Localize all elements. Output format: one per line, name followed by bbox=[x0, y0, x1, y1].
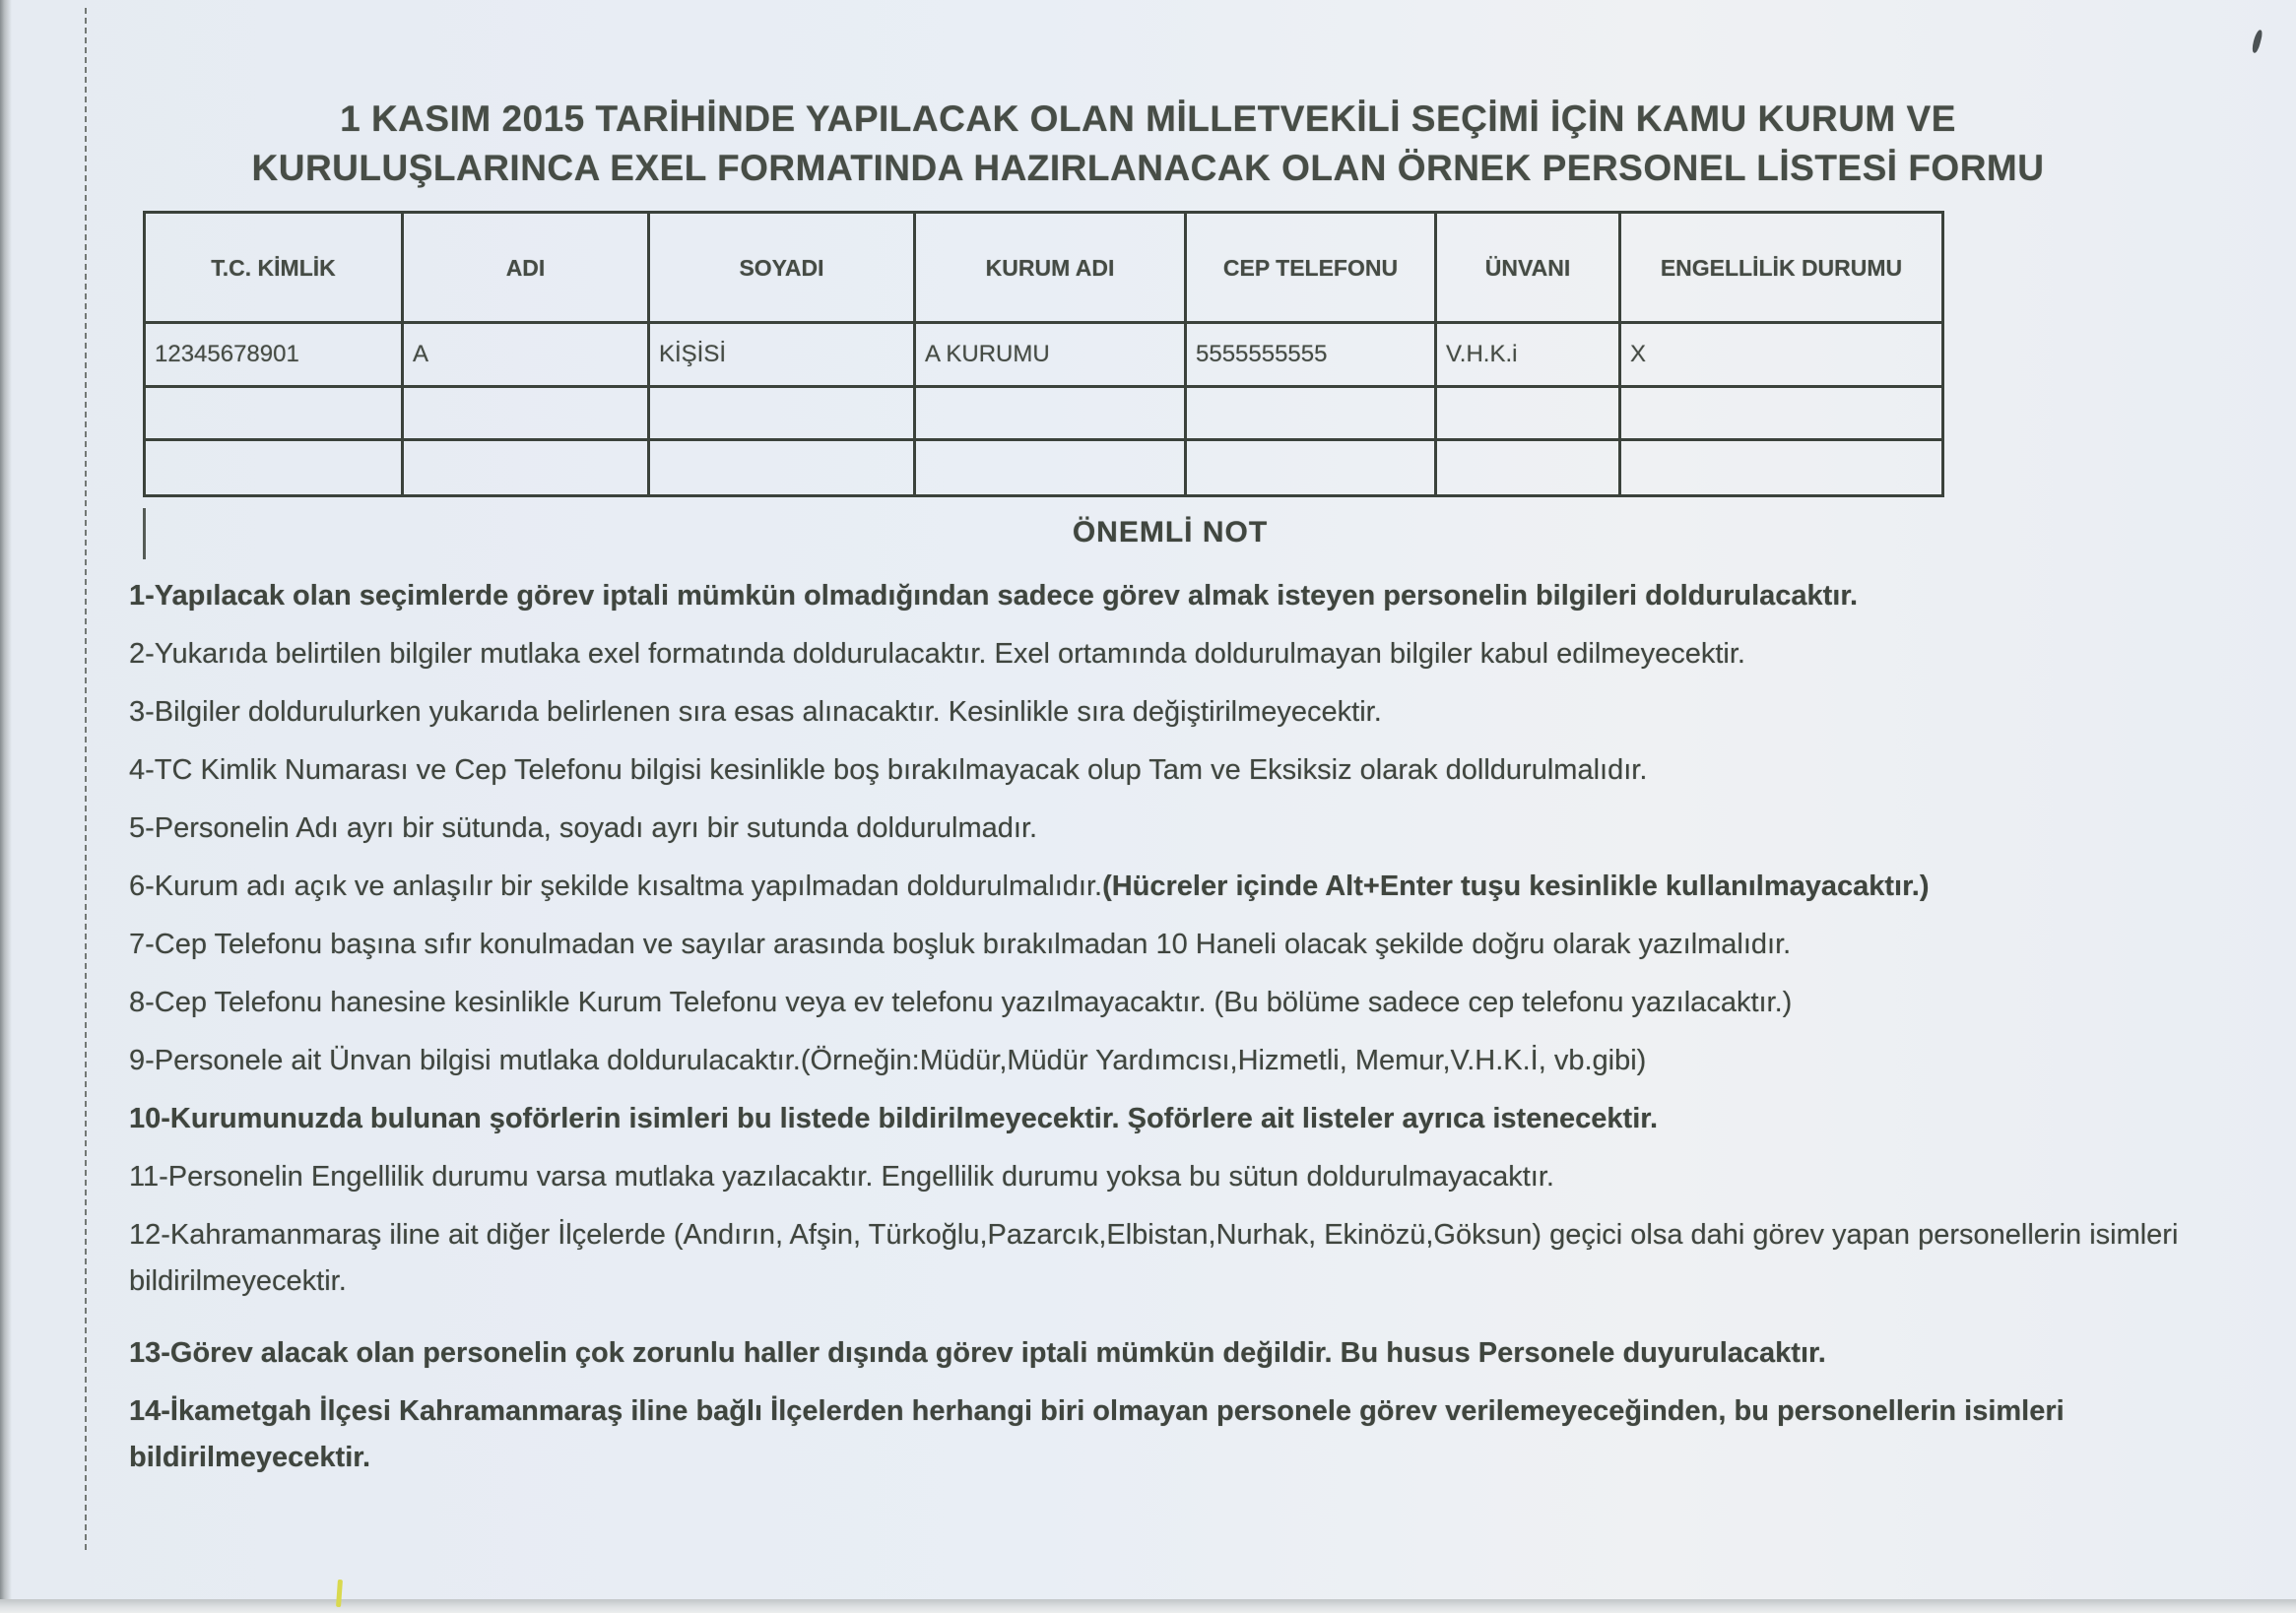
note-text: 12-Kahramanmaraş iline ait diğer İlçelerde (Andırın, Afşin, Türkoğlu,Pazarcık,Elbistan,Nurhak, Ekinözü,Göksun) geçici olsa dahi görev yapan personellerin isimleri bildirilmeyecektir. bbox=[129, 1219, 2179, 1297]
note-item-5 bbox=[129, 806, 2211, 852]
form-title-line1: 1 KASIM 2015 TARİHİNDE YAPILACAK OLAN MİLLETVEKİLİ SEÇİMİ İÇİN KAMU KURUM VE bbox=[340, 98, 1956, 139]
cell-soyadi: KİŞİSİ bbox=[649, 323, 915, 387]
note-text: 3-Bilgiler doldurulurken yukarıda belirlenen sıra esas alınacaktır. Kesinlikle sıra değiştirilmeyecektir. bbox=[129, 696, 1382, 728]
table-row bbox=[145, 323, 1943, 387]
note-item-2 bbox=[129, 631, 2211, 677]
note-text: 8-Cep Telefonu hanesine kesinlikle Kurum Telefonu veya ev telefonu yazılmayacaktır. (Bu bölüme sadece cep telefonu yazılacaktır.) bbox=[129, 987, 1793, 1018]
cell-unvani: V.H.K.i bbox=[1436, 323, 1620, 387]
note-item-4 bbox=[129, 747, 2211, 794]
note-text: 6-Kurum adı açık ve anlaşılır bir şekilde kısaltma yapılmadan doldurulmalıdır. bbox=[129, 871, 1103, 902]
header-adi: ADI bbox=[403, 213, 649, 323]
empty-cell bbox=[1186, 387, 1436, 440]
note-text: 1-Yapılacak olan seçimlerde görev iptali mümkün olmadığından sadece görev almak isteyen personelin bilgileri doldurulacaktır. bbox=[129, 580, 1859, 612]
note-item-3 bbox=[129, 689, 2211, 736]
note-text: 4-TC Kimlik Numarası ve Cep Telefonu bilgisi kesinlikle boş bırakılmayacak olup Tam ve Eksiksiz olarak dolldurulmalıdır. bbox=[129, 754, 1648, 786]
personnel-table bbox=[143, 211, 1944, 497]
empty-cell bbox=[1186, 440, 1436, 496]
scan-mark-artifact bbox=[2251, 30, 2263, 54]
note-text: 10-Kurumunuzda bulunan şoförlerin isimleri bu listede bildirilmeyecektir. Şoförlere ait listeler ayrıca istenecektir. bbox=[129, 1103, 1659, 1134]
table-row-empty bbox=[145, 440, 1943, 496]
scan-edge-artifact bbox=[0, 0, 12, 1613]
note-item-10 bbox=[129, 1096, 2211, 1142]
header-cep-telefonu: CEP TELEFONU bbox=[1186, 213, 1436, 323]
scan-line-artifact bbox=[85, 8, 87, 1550]
important-note-heading: ÖNEMLİ NOT bbox=[1072, 516, 1269, 548]
note-item-14 bbox=[129, 1388, 2211, 1481]
cell-engellilik-durumu: X bbox=[1620, 323, 1943, 387]
empty-cell bbox=[403, 440, 649, 496]
note-item-8 bbox=[129, 980, 2211, 1026]
header-tc-kimlik: T.C. KİMLİK bbox=[145, 213, 403, 323]
empty-cell bbox=[1436, 387, 1620, 440]
cell-kurum-adi: A KURUMU bbox=[915, 323, 1186, 387]
header-kurum-adi: KURUM ADI bbox=[915, 213, 1186, 323]
form-title bbox=[59, 95, 2237, 193]
note-text-bold: (Hücreler içinde Alt+Enter tuşu kesinlikle kullanılmayacaktır.) bbox=[1102, 871, 1930, 902]
note-item-11 bbox=[129, 1154, 2211, 1200]
empty-cell bbox=[1620, 440, 1943, 496]
header-soyadi: SOYADI bbox=[649, 213, 915, 323]
note-item-13 bbox=[129, 1330, 2211, 1377]
note-text: 9-Personele ait Ünvan bilgisi mutlaka doldurulacaktır.(Örneğin:Müdür,Müdür Yardımcısı,Hizmetli, Memur,V.H.K.İ, vb.gibi) bbox=[129, 1045, 1647, 1076]
cell-cep-telefonu: 5555555555 bbox=[1186, 323, 1436, 387]
empty-cell bbox=[649, 387, 915, 440]
empty-cell bbox=[145, 387, 403, 440]
empty-cell bbox=[1620, 387, 1943, 440]
empty-cell bbox=[915, 387, 1186, 440]
cell-tc-kimlik: 12345678901 bbox=[145, 323, 403, 387]
header-unvani: ÜNVANI bbox=[1436, 213, 1620, 323]
note-item-12 bbox=[129, 1212, 2211, 1305]
empty-cell bbox=[1436, 440, 1620, 496]
note-text: 13-Görev alacak olan personelin çok zorunlu haller dışında görev iptali mümkün değildir. Bu husus Personele duyurulacaktır. bbox=[129, 1337, 1826, 1369]
note-text: 5-Personelin Adı ayrı bir sütunda, soyadı ayrı bir sutunda doldurulmadır. bbox=[129, 812, 1038, 844]
personnel-table-header bbox=[145, 213, 1943, 323]
note-item-6 bbox=[129, 864, 2211, 910]
empty-cell bbox=[915, 440, 1186, 496]
table-header-row bbox=[145, 213, 1943, 323]
personnel-table-body bbox=[145, 323, 1943, 496]
note-text: 2-Yukarıda belirtilen bilgiler mutlaka exel formatında doldurulacaktır. Exel ortamında doldurulmayan bilgiler kabul edilmeyecektir. bbox=[129, 638, 1745, 670]
empty-cell bbox=[403, 387, 649, 440]
empty-cell bbox=[145, 440, 403, 496]
notes-section bbox=[129, 516, 2211, 1493]
note-item-9 bbox=[129, 1038, 2211, 1084]
note-item-7 bbox=[129, 922, 2211, 968]
cell-adi: A bbox=[403, 323, 649, 387]
table-row-empty bbox=[145, 387, 1943, 440]
note-text: 14-İkametgah İlçesi Kahramanmaraş iline bağlı İlçelerden herhangi biri olmayan personele görev verilemeyeceğinden, bu personellerin isimleri bildirilmeyecektir. bbox=[129, 1395, 2065, 1473]
header-engellilik-durumu: ENGELLİLİK DURUMU bbox=[1620, 213, 1943, 323]
note-text: 7-Cep Telefonu başına sıfır konulmadan ve sayılar arasında boşluk bırakılmadan 10 Haneli olacak şekilde doğru olarak yazılmalıdır. bbox=[129, 929, 1792, 960]
note-text: 11-Personelin Engellilik durumu varsa mutlaka yazılacaktır. Engellilik durumu yoksa bu sütun doldurulmayacaktır. bbox=[129, 1161, 1554, 1193]
empty-cell bbox=[649, 440, 915, 496]
note-item-1 bbox=[129, 573, 2211, 619]
form-title-line2: KURULUŞLARINCA EXEL FORMATINDA HAZIRLANACAK OLAN ÖRNEK PERSONEL LİSTESİ FORMU bbox=[251, 148, 2045, 188]
scan-bottom-band-artifact bbox=[0, 1599, 2296, 1613]
